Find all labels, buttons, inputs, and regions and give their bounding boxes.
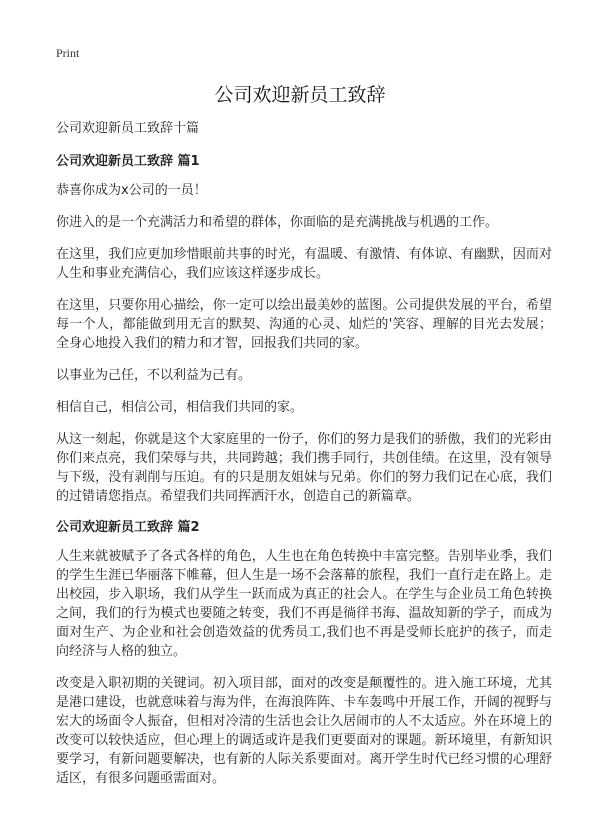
section-2 bbox=[56, 519, 552, 788]
paragraph: 人生来就被赋予了各式各样的角色，人生也在角色转换中丰富完整。告别毕业季，我们的学生生涯已华丽落下帷幕，但人生是一场不会落幕的旅程，我们一直行走在路上。走出校园，步入职场，我们从学生一跃而成为真正的社会人。在学生与企业员工角色转换之间，我们的行为模式也要随之转变，我们不再是徜徉书海、温故知新的学子，而成为面对生产、为企业和社会创造效益的优秀员工,我们也不再是受师长庇护的孩子，而走向经济与人格的独立。 bbox=[56, 549, 552, 659]
paragraph: 恭喜你成为x公司的一员！ bbox=[56, 183, 207, 198]
section-heading: 公司欢迎新员工致辞 篇1 bbox=[56, 154, 200, 169]
section-1 bbox=[56, 153, 552, 506]
page-title: 公司欢迎新员工致辞 bbox=[214, 84, 386, 106]
paragraph: 以事业为己任，不以利益为己有。 bbox=[56, 368, 252, 383]
paragraph: 从这一刻起，你就是这个大家庭里的一份子，你们的努力是我们的骄傲，我们的光彩由你们来点亮，我们荣辱与共，共同跨越；我们携手同行，共创佳绩。在这里，没有领导与下级，没有剥削与压迫。有的只是朋友姐妹与兄弟。你们的努力我们记在心底，我们的过错请您指点。希望我们共同挥洒汗水，创造自己的新篇章。 bbox=[56, 432, 552, 504]
print-link[interactable]: Print bbox=[56, 46, 80, 60]
section-heading: 公司欢迎新员工致辞 篇2 bbox=[56, 520, 200, 535]
article-body bbox=[56, 120, 552, 801]
paragraph: 你进入的是一个充满活力和希望的群体，你面临的是充满挑战与机遇的工作。 bbox=[56, 215, 499, 230]
paragraph: 相信自己，相信公司，相信我们共同的家。 bbox=[56, 400, 304, 415]
paragraph: 在这里，我们应更加珍惜眼前共事的时光，有温暖、有激情、有体谅、有幽默，因而对人生和事业充满信心，我们应该这样逐步成长。 bbox=[56, 247, 552, 281]
paragraph: 在这里，只要你用心描绘，你一定可以绘出最美妙的蓝图。公司提供发展的平台，希望每一个人，都能做到用无言的默契、沟通的心灵、灿烂的'笑容、理解的目光去发展；全身心地投入我们的精力和才智，回报我们共同的家。 bbox=[56, 298, 552, 351]
article-subtitle: 公司欢迎新员工致辞十篇 bbox=[56, 121, 200, 136]
paragraph: 改变是入职初期的关键词。初入项目部，面对的改变是颠覆性的。进入施工环境，尤其是港口建设，也就意味着与海为伴，在海浪阵阵、卡车轰鸣中开展工作，开阔的视野与宏大的场面令人振奋，但相对冷清的生活也会让久居闹市的人不太适应。外在环境上的改变可以较快适应，但心理上的调适或许是我们更要面对的课题。新环境里，有新知识要学习，有新问题要解决，也有新的人际关系要面对。离开学生时代已经习惯的心理舒适区，有很多问题亟需面对。 bbox=[56, 676, 552, 786]
